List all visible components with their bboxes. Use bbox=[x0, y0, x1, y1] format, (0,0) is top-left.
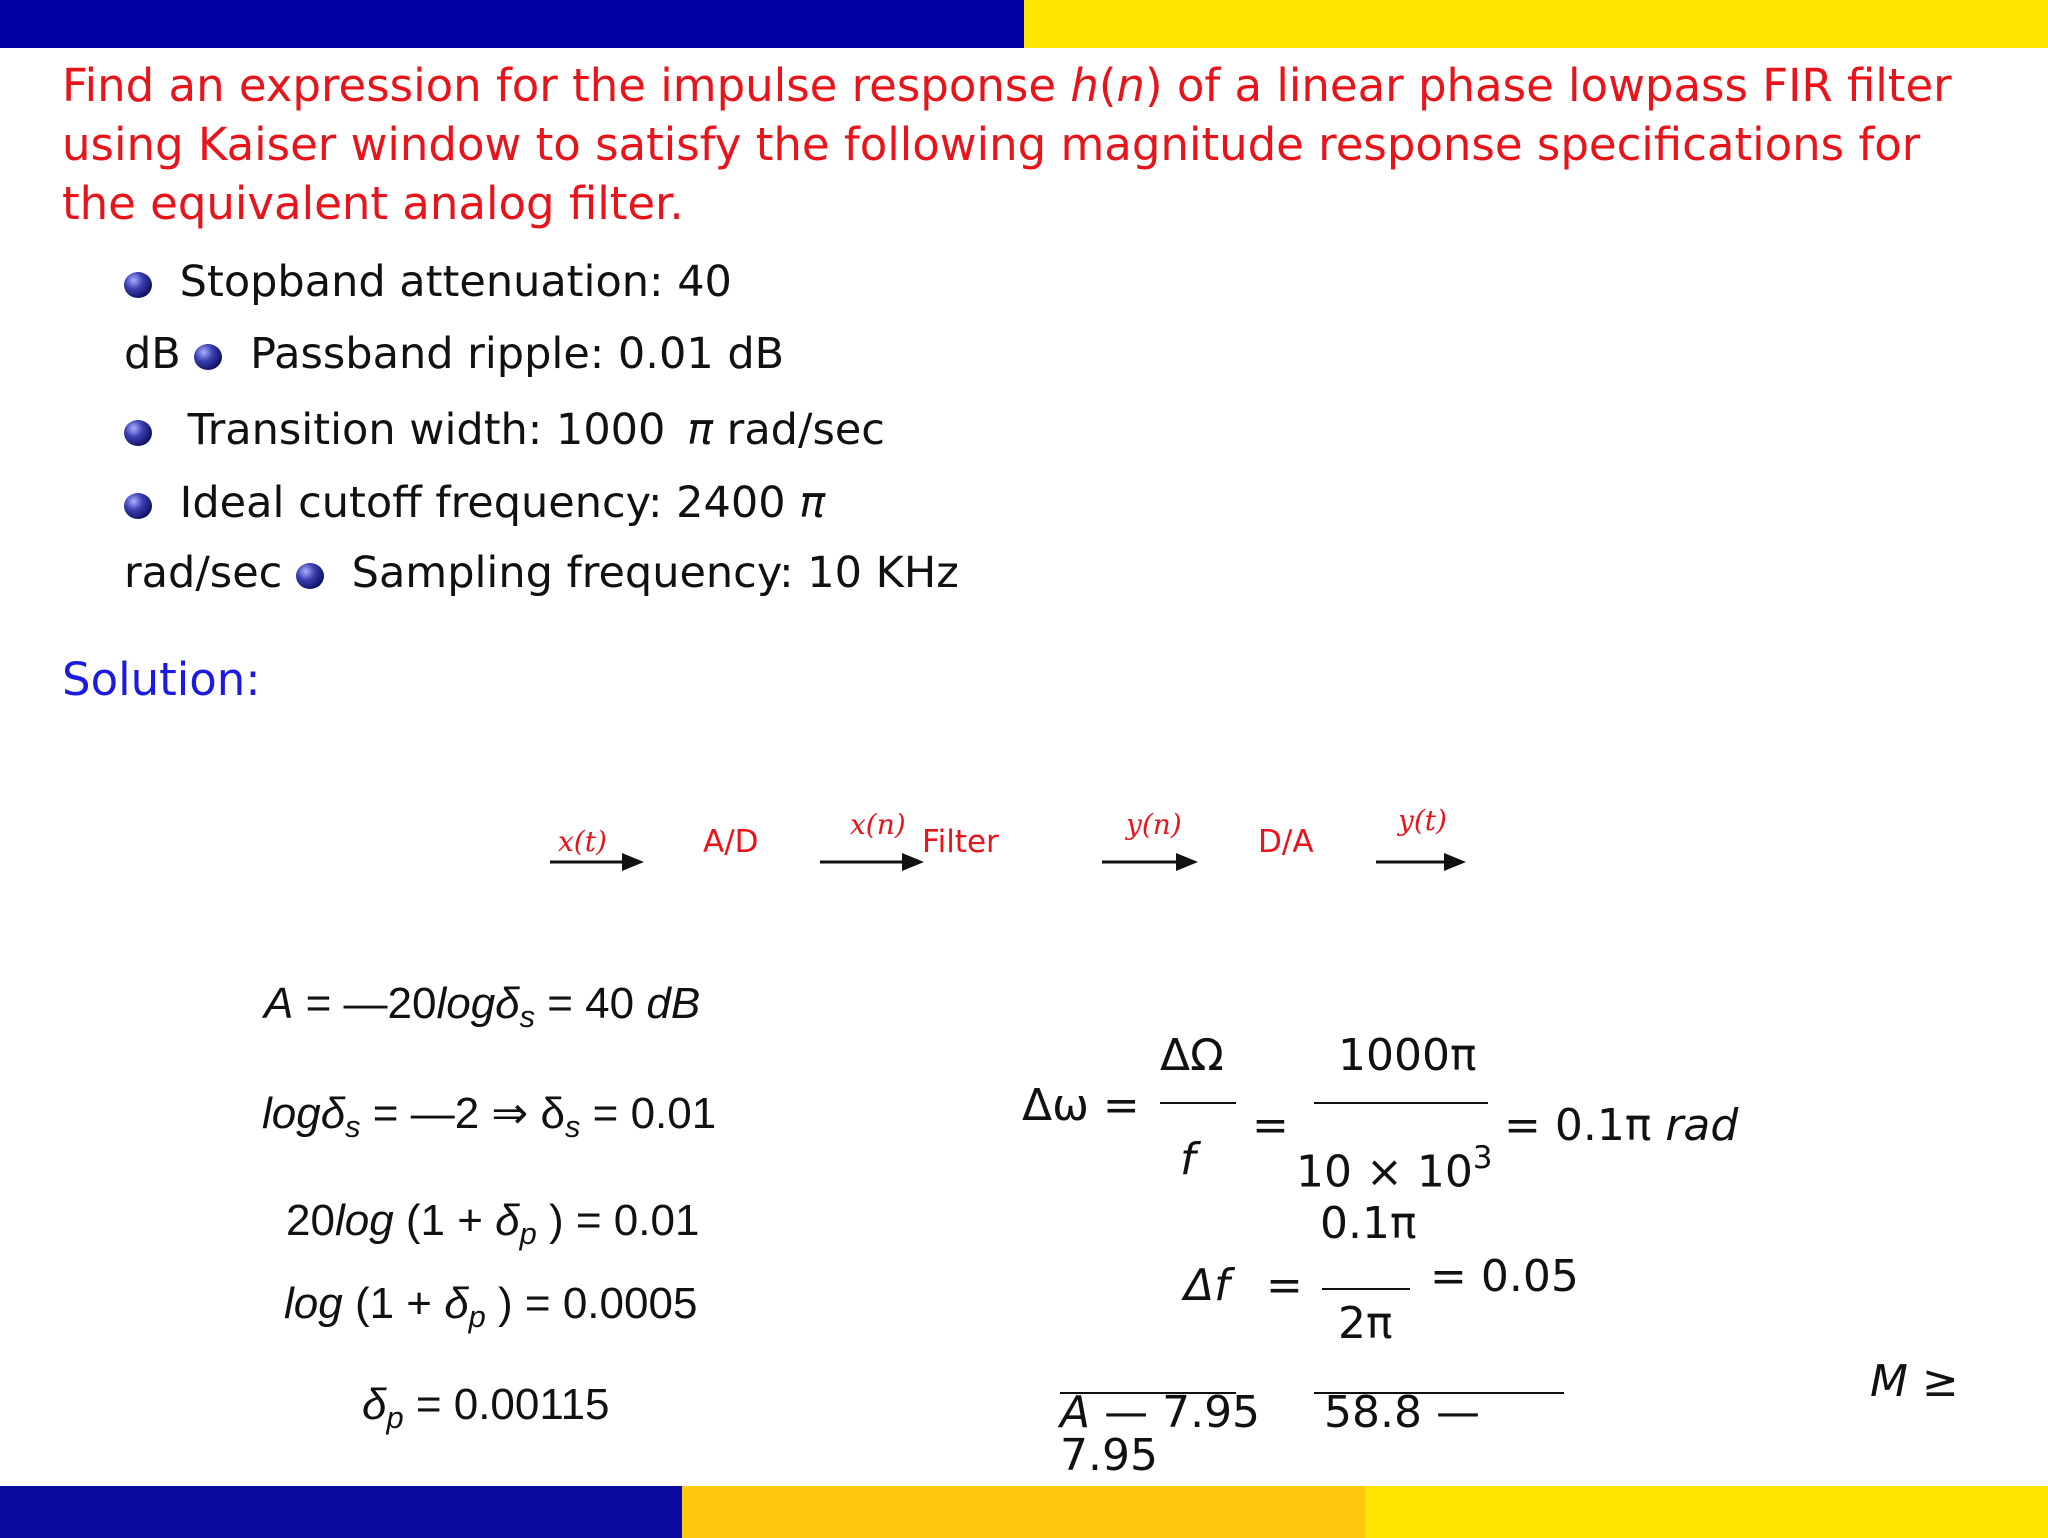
eq-1000pi: 1000π bbox=[1338, 1030, 1477, 1081]
problem-n: n bbox=[1116, 59, 1145, 112]
problem-paren: ( bbox=[1098, 59, 1117, 112]
problem-text-end: ) of a linear phase lowpass FIR filter using Kaiser window to satisfy the following magnitude response specifications for the equivalent analog filter. bbox=[62, 59, 1952, 230]
eq-delta-p: $\delta_p = 0.00115$ bbox=[362, 1380, 610, 1436]
fraction-bar bbox=[1160, 1102, 1236, 1104]
spec-cutoff: Ideal cutoff frequency: 2400 bbox=[179, 478, 786, 528]
bullet-icon bbox=[194, 344, 222, 370]
bullet-icon bbox=[124, 493, 152, 519]
eq-dw-result: = 0.1π rad bbox=[1504, 1100, 1739, 1151]
arrow-icon bbox=[820, 851, 924, 873]
spec-line-1 bbox=[124, 257, 732, 307]
solution-label: Solution: bbox=[62, 653, 261, 706]
arrow-icon bbox=[1102, 851, 1198, 873]
eq-log-ripple: $\log (1 + \delta_p$ ) = 0.0005 bbox=[284, 1279, 698, 1335]
eq-df-equals: = bbox=[1266, 1260, 1303, 1311]
spec-line-3 bbox=[124, 405, 885, 455]
eq-df-numerator: 0.1π bbox=[1320, 1198, 1417, 1249]
diagram-xt: x(t) bbox=[558, 825, 607, 858]
spec-transition-unit: rad/sec bbox=[712, 405, 885, 455]
spec-sampling: Sampling frequency: 10 KHz bbox=[351, 548, 959, 598]
spec-line-4 bbox=[124, 478, 825, 528]
diagram-xn: x(n) bbox=[850, 808, 906, 841]
eq-f: f bbox=[1180, 1134, 1196, 1185]
problem-h: h bbox=[1070, 59, 1099, 112]
spec-line-5 bbox=[124, 548, 959, 598]
eq-attenuation: A = —20logδ$_s$ = 40 dB bbox=[264, 979, 701, 1035]
eq-domega: ΔΩ bbox=[1160, 1030, 1224, 1081]
diagram-yn: y(n) bbox=[1126, 808, 1182, 841]
spec-transition: Transition width: 1000 bbox=[187, 405, 666, 455]
eq-m-ge: M ≥ bbox=[1870, 1356, 1959, 1407]
eq-df-label: Δf bbox=[1184, 1260, 1230, 1311]
spec-stopband: Stopband attenuation: 40 bbox=[179, 257, 732, 307]
bullet-icon bbox=[296, 563, 324, 589]
bottom-bar-orange bbox=[682, 1486, 1365, 1538]
diagram-da: D/A bbox=[1258, 824, 1314, 860]
arrow-icon bbox=[550, 851, 644, 873]
spec-stopband-unit: dB bbox=[124, 329, 181, 379]
diagram-ad: A/D bbox=[703, 824, 759, 860]
eq-a-minus: A — 7.95 bbox=[1060, 1387, 1261, 1438]
diagram-yt: y(t) bbox=[1398, 804, 1447, 837]
bullet-icon bbox=[124, 420, 152, 446]
bullet-icon bbox=[124, 272, 152, 298]
eq-delta-s: logδ$_s$ = —2 ⇒ $\delta_s = 0.01$ bbox=[262, 1089, 717, 1145]
eq-ripple: 20log ($1 + \delta_p$ ) = 0.01 bbox=[286, 1196, 700, 1252]
problem-text-start: Find an expression for the impulse response bbox=[62, 59, 1071, 112]
eq-588-minus: 58.8 — bbox=[1324, 1387, 1480, 1438]
spec-cutoff-pi: π bbox=[799, 478, 826, 528]
spec-passband: Passband ripple: 0.01 dB bbox=[250, 329, 785, 379]
bottom-bar-blue bbox=[0, 1486, 682, 1538]
bottom-bar-yellow bbox=[1365, 1486, 2048, 1538]
eq-df-result: = 0.05 bbox=[1430, 1251, 1579, 1302]
eq-equals: = bbox=[1252, 1100, 1289, 1151]
top-bar-yellow bbox=[1024, 0, 2048, 48]
spec-line-2 bbox=[124, 329, 784, 379]
eq-795: 7.95 bbox=[1060, 1430, 1158, 1481]
eq-dw-label: Δω = bbox=[1022, 1080, 1140, 1131]
eq-denominator: $10 \times 10^3$ bbox=[1296, 1140, 1493, 1198]
arrow-icon bbox=[1376, 851, 1466, 873]
fraction-bar bbox=[1322, 1288, 1410, 1290]
fraction-bar bbox=[1314, 1102, 1488, 1104]
eq-df-denominator: 2π bbox=[1338, 1298, 1393, 1349]
spec-cutoff-unit: rad/sec bbox=[124, 548, 283, 598]
top-bar-blue bbox=[0, 0, 1024, 48]
problem-statement bbox=[62, 56, 1992, 233]
diagram-filter: Filter bbox=[922, 824, 999, 860]
spec-transition-pi: π bbox=[687, 405, 713, 455]
